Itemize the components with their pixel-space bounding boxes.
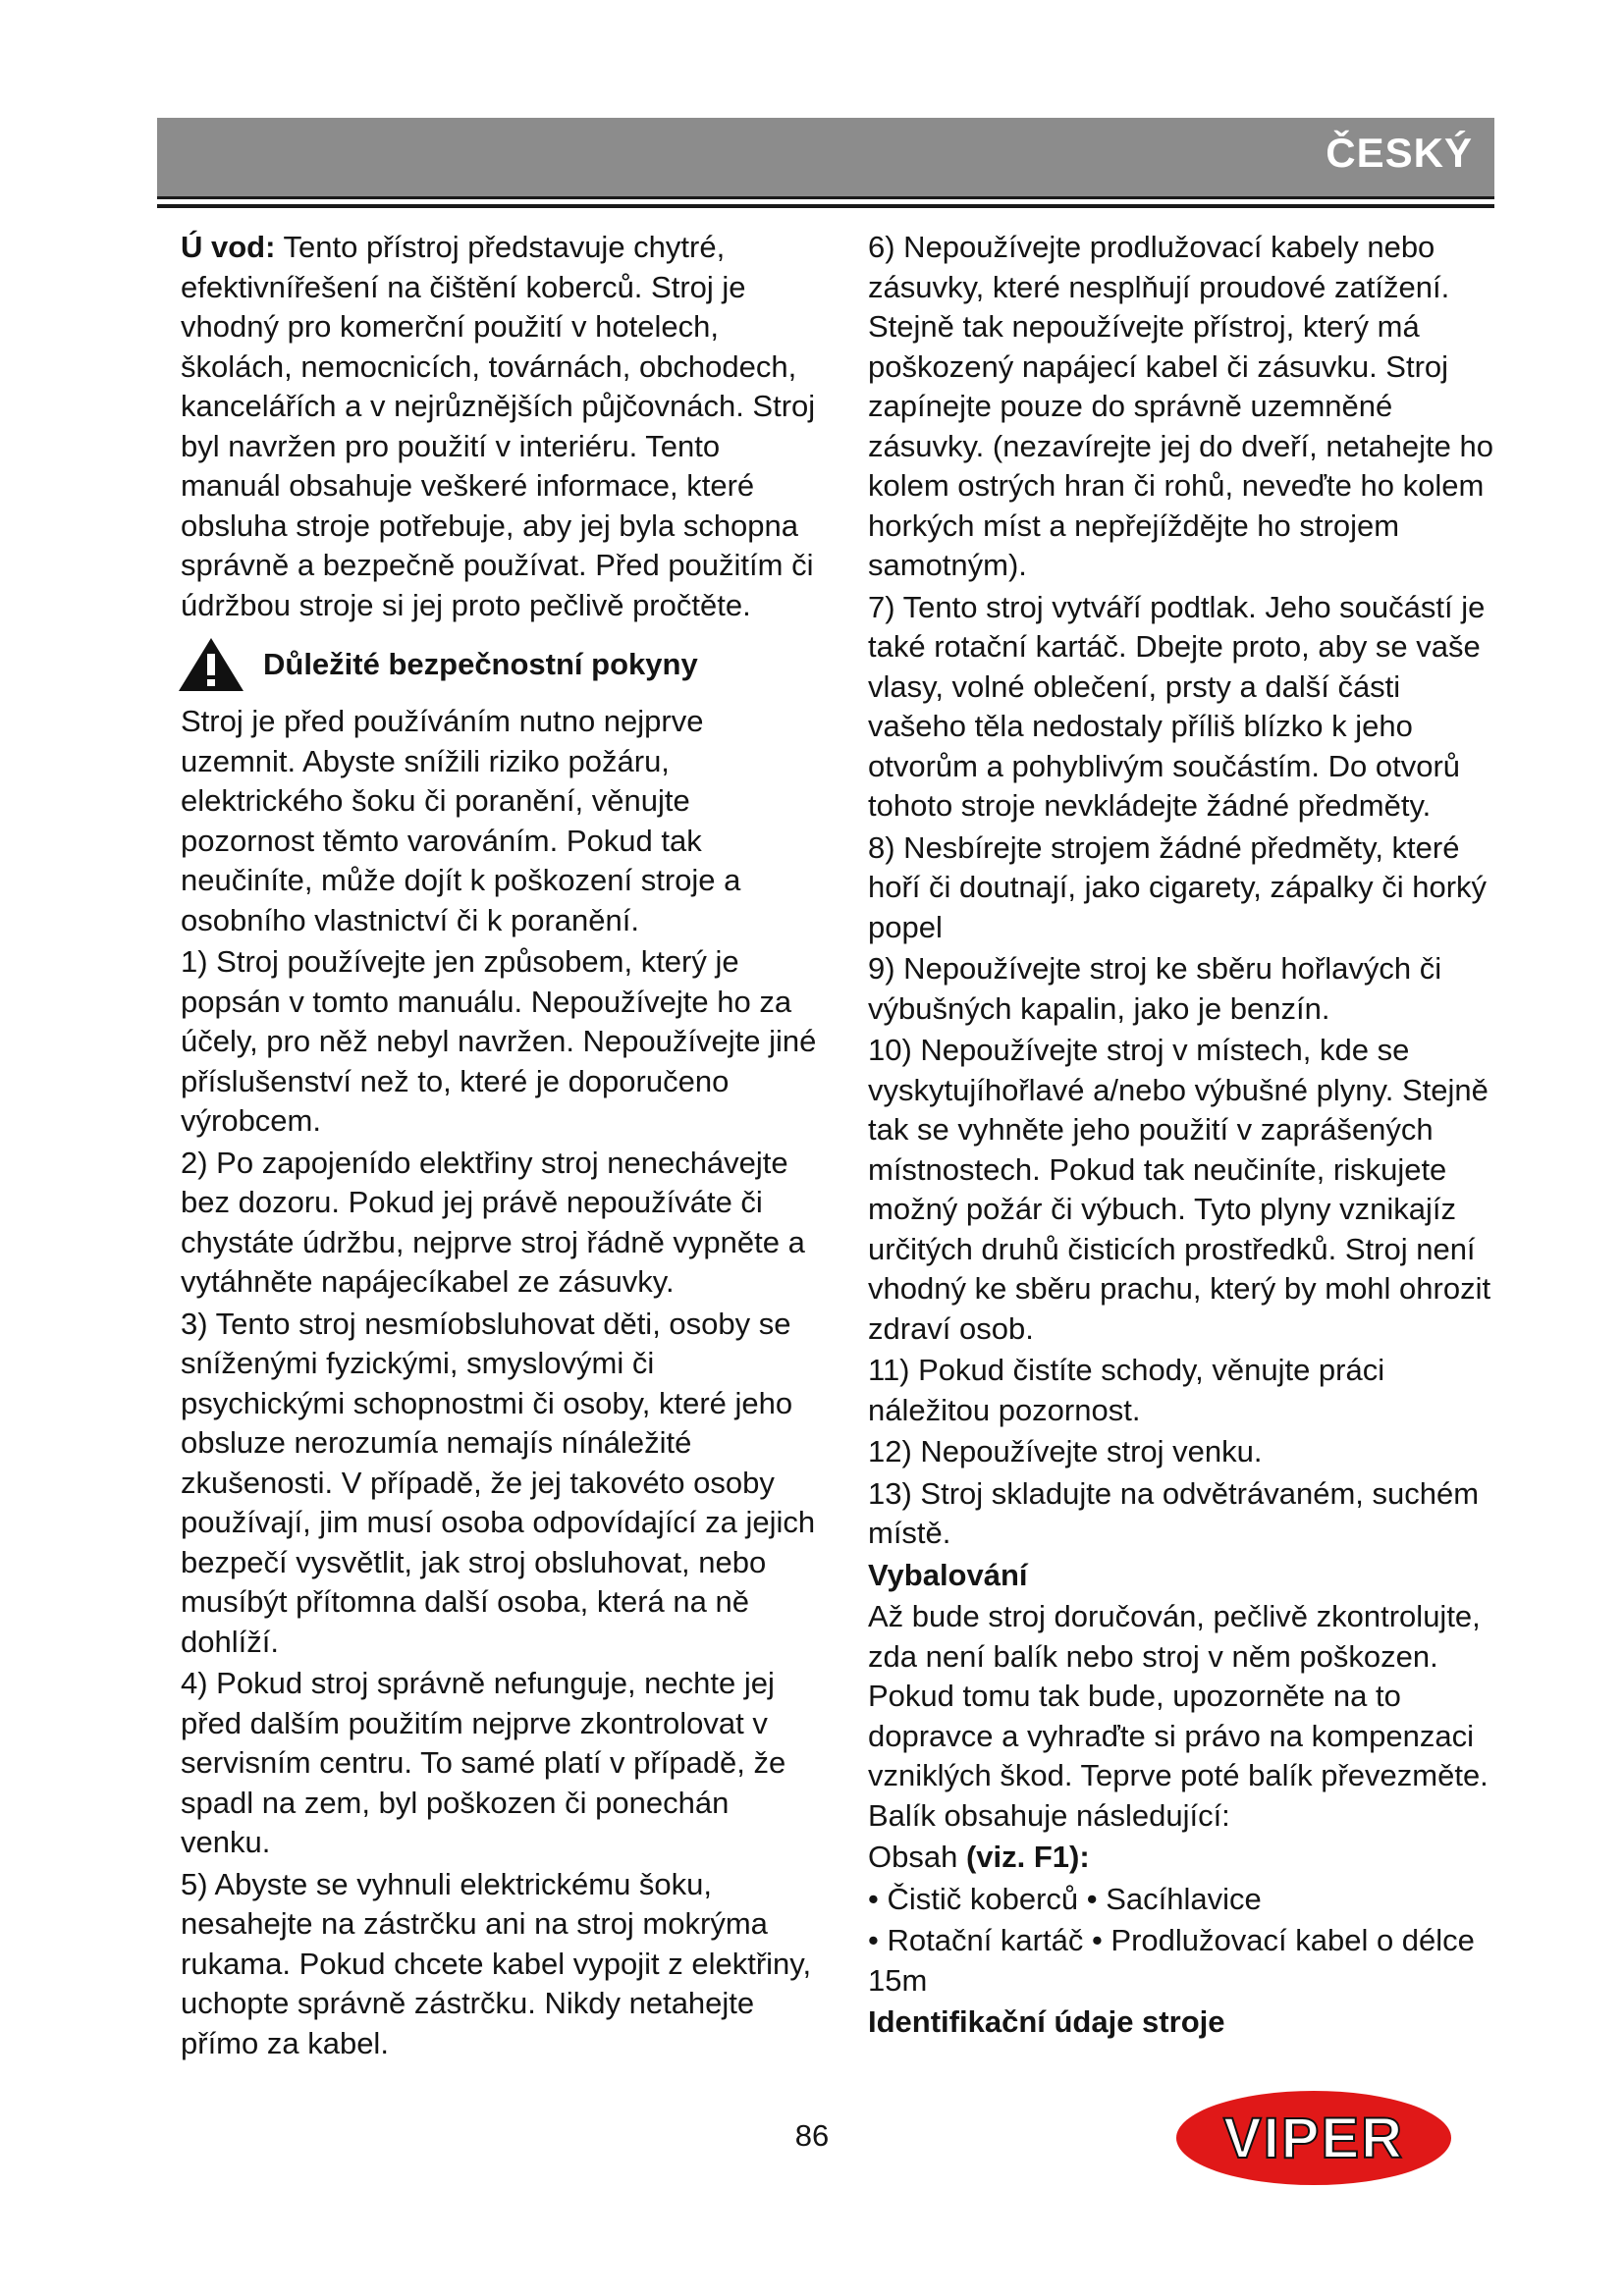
safety-item-3: 3) Tento stroj nesmíobsluhovat děti, osoby se sníženými fyzickými, smyslovými či psychickými schopnostmi či osoby, které jeho obsluze nerozumía nemajís nínáležité zkušenosti. V případě, že jej takovéto osoby používají, jim musí osoba odpovídající za jejich bezpečí vysvětlit, jak stroj obsluhovat, nebo musíbýt přítomna další osoba, která na ně dohlíží. [181,1306,816,1659]
svg-text:VIPER: VIPER [1222,2107,1405,2170]
viper-logo [1174,2089,1453,2187]
intro-text: Tento přístroj představuje chytré, efektivnířešení na čištění koberců. Stroj je vhodný pro komerční použití v hotelech, školách, nemocnicích, továrnách, obchodech, kancelářích a v nejrůznějších půjčovnách. Stroj byl navržen pro použití v interiéru. Tento manuál obsahuje veškeré informace, které obsluha stroje potřebuje, aby jej byla schopna správně a bezpečně používat. Před použitím či údržbou stroje si jej proto pečlivě pročtěte. [181,230,816,622]
safety-item-12: 12) Nepoužívejte stroj venku. [868,1434,1263,1468]
safety-item-6: 6) Nepoužívejte prodlužovací kabely nebo zásuvky, které nesplňují proudové zatížení. Stejně tak nepoužívejte přístroj, který má poškozený napájecí kabel či zásuvku. Stroj zapínejte pouze do správně uzemněné zásuvky. (nezavírejte jej do dveří, netahejte ho kolem ostrých hran či rohů, neveďte ho kolem horkých míst a nepřejíždějte ho strojem samotným). [868,230,1493,582]
intro-label: Ú vod: [181,230,276,264]
contents-bullet-2: • Rotační kartáč • Prodlužovací kabel o délce 15m [868,1923,1475,1998]
safety-item-4: 4) Pokud stroj správně nefunguje, nechte jej před dalším použitím nejprve zkontrolovat v servisním centru. To samé platí v případě, že spadl na zem, byl poškozen či ponechán venku. [181,1666,786,1859]
language-label: ČESKÝ [1326,130,1473,176]
page-number: 86 [794,2118,830,2153]
identification-heading: Identifikační údaje stroje [868,2004,1225,2039]
safety-item-1: 1) Stroj používejte jen způsobem, který je popsán v tomto manuálu. Nepoužívejte ho za účely, pro něž nebyl navržen. Nepoužívejte jiné příslušenství než to, které je doporučeno výrobcem. [181,944,817,1138]
unpacking-text: Až bude stroj doručován, pečlivě zkontrolujte, zda není balík nebo stroj v něm poškozen. Pokud tomu tak bude, upozorněte na to dopravce a vyhraďte si právo na kompenzaci vzniklých škod. Teprve poté balík převezměte. Balík obsahuje následující: [868,1599,1489,1833]
intro-paragraph [181,228,819,625]
right-column [868,228,1496,2045]
contents-line [868,1838,1496,1878]
warning-icon [177,636,245,693]
safety-item-10: 10) Nepoužívejte stroj v místech, kde se vyskytujíhořlavé a/nebo výbušné plyny. Stejně tak se vyhněte jeho použití v zaprášených místnostech. Pokud tak neučiníte, riskujete možný požár či výbuch. Tyto plyny vznikajíz určitých druhů čisticích prostředků. Stroj není vhodný ke sběru prachu, který by mohl ohrozit zdraví osob. [868,1033,1491,1346]
safety-item-9: 9) Nepoužívejte stroj ke sběru hořlavých či výbušných kapalin, jako je benzín. [868,951,1442,1026]
left-column [181,228,819,2065]
unpacking-heading: Vybalování [868,1557,1028,1592]
safety-item-8: 8) Nesbírejte strojem žádné předměty, které hoří či doutnají, jako cigarety, zápalky či horký popel [868,829,1488,944]
safety-item-13: 13) Stroj skladujte na odvětrávaném, suchém místě. [868,1475,1480,1550]
safety-item-2: 2) Po zapojenído elektřiny stroj nenechávejte bez dozoru. Pokud jej právě nepoužíváte či chystáte údržbu, nejprve stroj řádně vypněte a vytáhněte napájecíkabel ze zásuvky. [181,1145,805,1299]
safety-intro: Stroj je před používáním nutno nejprve uzemnit. Abyste snížili riziko požáru, elektrického šoku či poranění, věnujte pozornost těmto varováním. Pokud tak neučiníte, může dojít k poškození stroje a osobního vlastnictví či k poranění. [181,704,741,937]
safety-item-7: 7) Tento stroj vytváří podtlak. Jeho součástí je také rotační kartáč. Dbejte proto, aby se vaše vlasy, volné oblečení, prsty a další části vašeho těla nedostaly příliš blízko k jeho otvorům a pohyblivým součástím. Do otvorů tohoto stroje nevkládejte žádné předměty. [868,589,1486,823]
contents-ref: (viz. F1): [965,1840,1090,1874]
contents-bullet-1: • Čistič koberců • Sacíhlavice [868,1881,1262,1916]
safety-heading-row [177,635,819,694]
safety-item-11: 11) Pokud čistíte schody, věnujte práci náležitou pozornost. [868,1353,1385,1427]
safety-heading: Důležité bezpečnostní pokyny [263,646,698,681]
contents-label: Obsah [868,1840,966,1874]
header-rule [157,204,1494,208]
header-bar [157,118,1494,199]
safety-item-5: 5) Abyste se vyhnuli elektrickému šoku, nesahejte na zástrčku ani na stroj mokrýma rukama. Pokud chcete kabel vypojit z elektřiny, uchopte správně zástrčku. Nikdy netahejte přímo za kabel. [181,1866,812,2060]
